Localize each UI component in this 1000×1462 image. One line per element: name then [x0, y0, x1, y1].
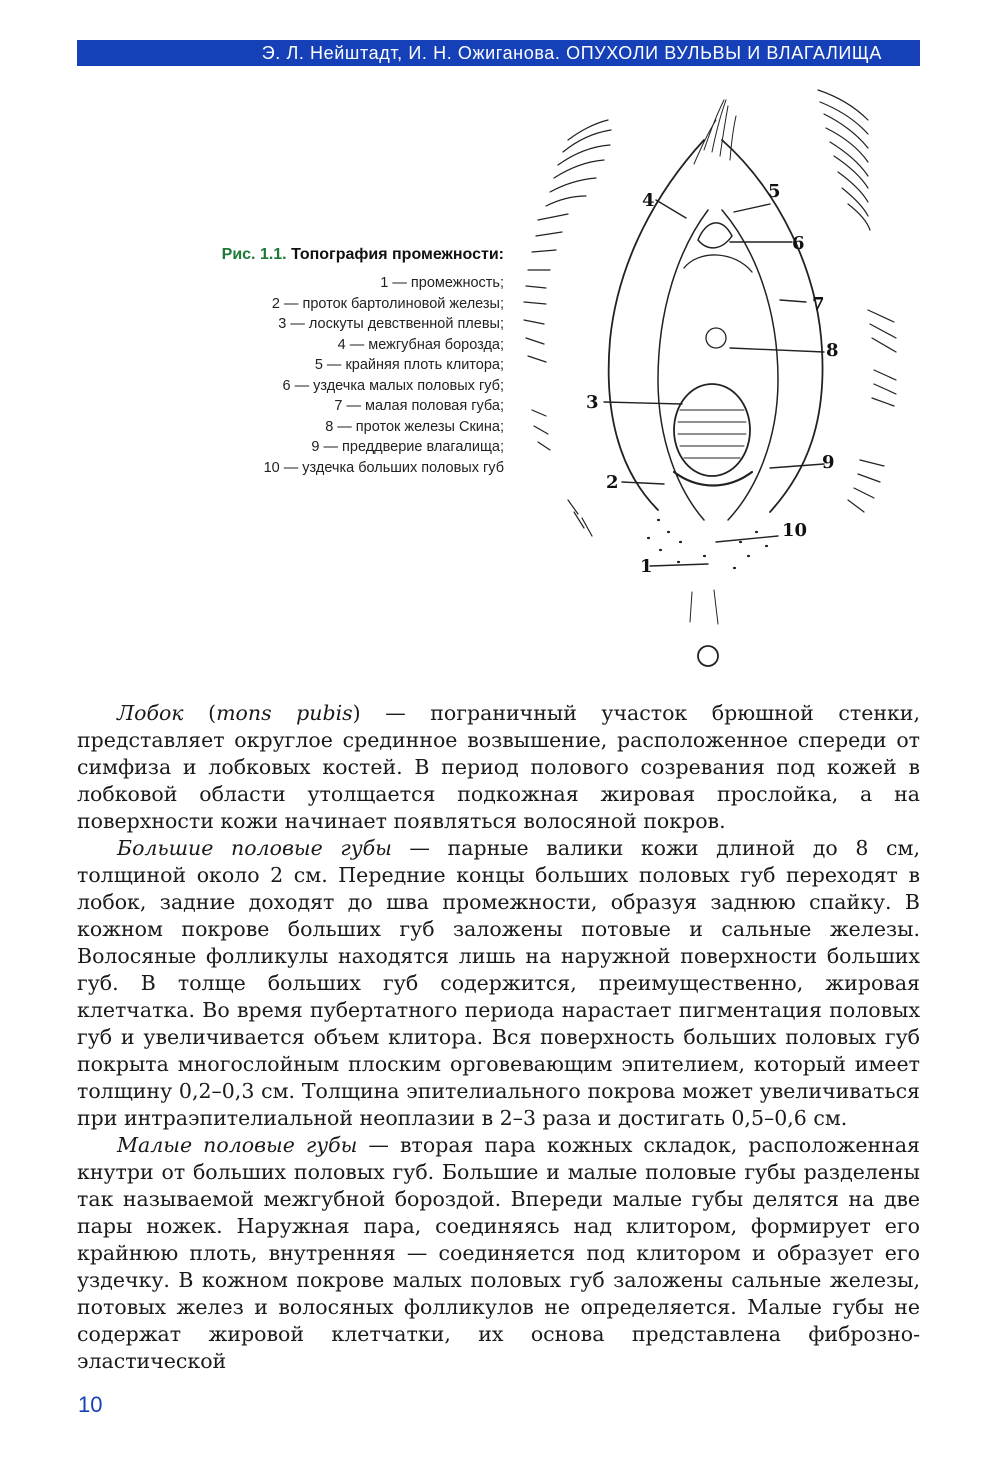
term: Большие половые губы [117, 836, 392, 860]
legend-item: 9 — преддверие влагалища; [311, 439, 504, 455]
outer-hatching-right [818, 90, 896, 512]
legend-item: 8 — проток железы Скина; [325, 418, 504, 435]
legend-item: 1 — промежность; [380, 275, 504, 291]
callout-1: 1 [640, 556, 653, 577]
running-header [77, 40, 920, 66]
paragraph-mons-pubis: Лобок (mons pubis) — пограничный участок брюшной стенки, представляет округлое срединное возвышение, расположенное спереди от симфиза и лобковых костей. В период полового созревания под кожей в лобковой области утолщается подкожная жировая прослойка, а на поверхности кожи начинает появляться волосяной покров. [77, 701, 920, 833]
outer-hatching-left [524, 120, 611, 536]
legend-item: 5 — крайняя плоть клитора; [314, 357, 504, 373]
callout-5: 5 [768, 181, 781, 202]
perineum-drawing [508, 80, 920, 680]
paragraph-labia-minora: Малые половые губы — вторая пара кожных складок, расположенная кнутри от больших половых губ. Большие и малые половые губы разделены так называемой межгубной бороздой. Впереди малые губы делятся на две пары ножек. Наружная пара, соединяясь над клитором, формирует его крайнюю плоть, внутренняя — соединяется под клитором и образует его уздечку. В кожном покрове малых половых губ заложены сальные железы, потовых желез и волосяных фолликулов не определяется. Малые губы не содержат жировой клетчатки, их основа представлена фиброзно-эластической [77, 1133, 920, 1373]
legend-item: 3 — лоскуты девственной плевы; [278, 316, 504, 332]
page-number: 10 [78, 1392, 103, 1417]
callout-6: 6 [792, 233, 805, 254]
term: Лобок [117, 701, 184, 725]
callout-10: 10 [782, 520, 808, 541]
callout-2: 2 [606, 472, 619, 493]
callout-9: 9 [822, 452, 835, 473]
anatomical-illustration [508, 80, 920, 680]
urethral-opening [706, 328, 726, 348]
figure-caption [150, 246, 504, 478]
body-text [77, 700, 920, 1375]
caption-label: Рис. 1.1. [221, 246, 287, 263]
clitoral-hood [698, 223, 732, 248]
caption-heading [150, 246, 504, 264]
labia-majora-left [609, 140, 704, 510]
legend-item: 10 — уздечка больших половых губ [263, 459, 504, 476]
paragraph-labia-majora: Большие половые губы — парные валики кожи длиной до 8 см, толщиной около 2 см. Передние концы больших половых губ переходят в лобок, задние доходят до шва промежности, образуя заднюю спайку. В кожном покрове больших губ заложены потовые и сальные железы. Волосяные фолликулы находятся лишь на наружной поверхности больших губ. В толще больших губ содержится, преимущественно, жировая клетчатка. Во время пубертатного периода нарастает пигментация половых губ и увеличивается объем клитора. Вся поверхность больших половых губ покрыта многослойным плоским орговевающим эпителием, который имеет толщину 0,2–0,3 см. Толщина эпителиального покрова может увеличиваться при интраэпителиальной неоплазии в 2–3 раза и достигать 0,5–0,6 см. [77, 836, 920, 1130]
callout-7: 7 [812, 294, 825, 315]
anus [698, 646, 718, 666]
legend-item: 2 — проток бартолиновой железы; [271, 295, 504, 312]
running-title: Э. Л. Нейштадт, И. Н. Ожиганова. ОПУХОЛИ ВУЛЬВЫ И ВЛАГАЛИЩА [261, 42, 882, 63]
legend-item: 4 — межгубная борозда; [337, 336, 504, 353]
vaginal-opening [674, 384, 750, 476]
callout-8: 8 [826, 340, 839, 361]
legend-item: 7 — малая половая губа; [334, 398, 504, 414]
latin-term: mons pubis [216, 701, 353, 725]
callout-3: 3 [586, 392, 599, 413]
callout-4: 4 [642, 190, 655, 211]
term: Малые половые губы [117, 1133, 358, 1157]
caption-title: Топография промежности: [291, 246, 504, 263]
legend-item: 6 — уздечка малых половых губ; [282, 377, 504, 394]
